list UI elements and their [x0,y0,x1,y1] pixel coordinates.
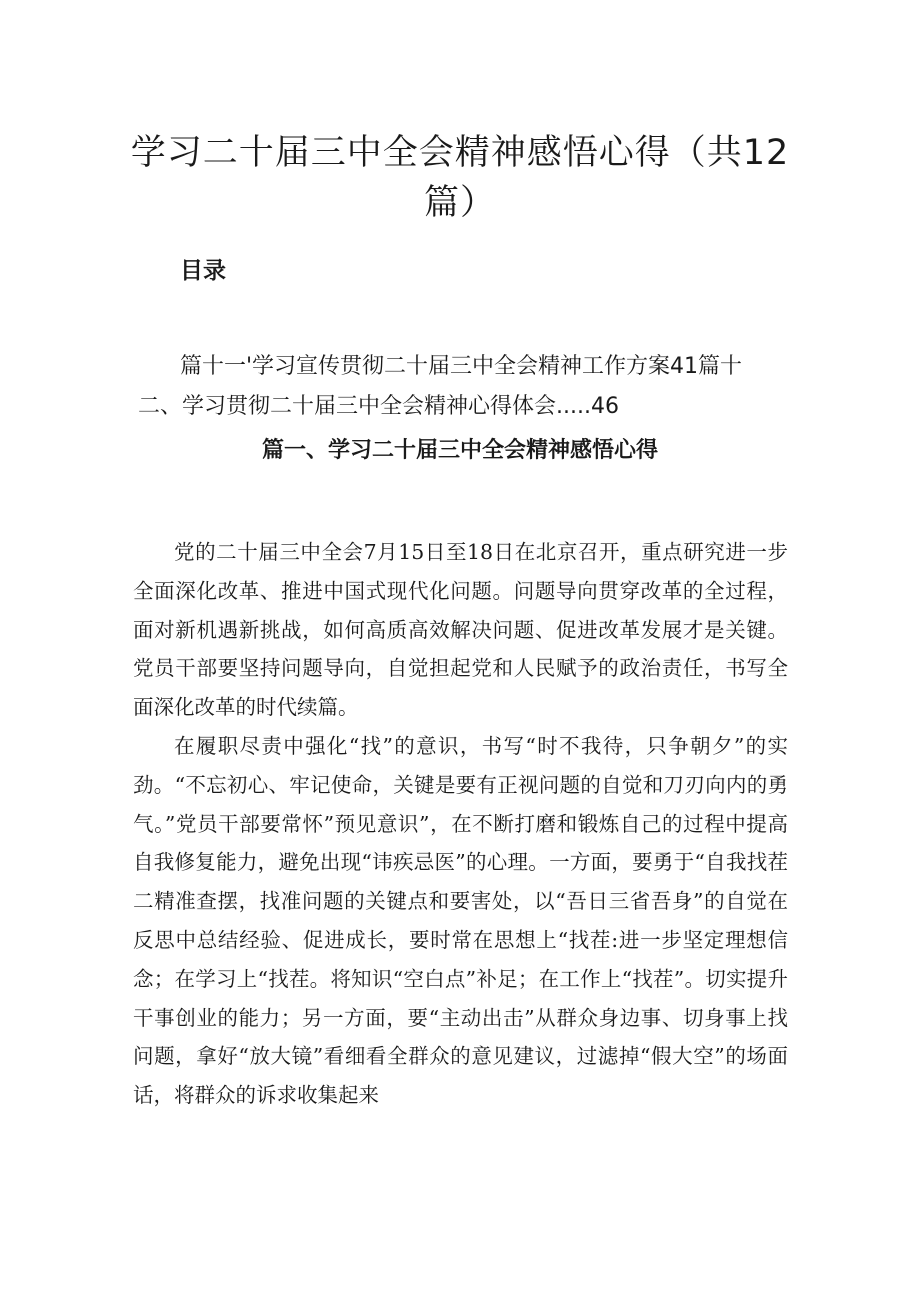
body-text [133,533,788,1115]
document-title [130,128,790,228]
table-of-contents [138,347,780,427]
paragraph: 党的二十届三中全会7月15日至18日在北京召开，重点研究进一步全面深化改革、推进中国式现代化问题。问题导向贯穿改革的全过程，面对新机遇新挑战，如何高质高效解决问题、促进改革发展才是关键。党员干部要坚持问题导向，自觉担起党和人民赋予的政治责任，书写全面深化改革的时代续篇。 [133,540,788,720]
title-line-1: 学习二十届三中全会精神感悟心得（共12 [130,133,790,173]
section-heading: 篇一、学习二十届三中全会精神感悟心得 [261,438,658,463]
toc-heading: 目录 [180,258,226,284]
toc-line: 二、学习贯彻二十届三中全会精神心得体会.....46 [138,394,619,419]
toc-line: 篇十一'学习宣传贯彻二十届三中全会精神工作方案41篇十 [180,354,743,379]
paragraph: 在履职尽责中强化“找”的意识，书写“时不我待，只争朝夕”的实劲。“不忘初心、牢记使命，关键是要有正视问题的自觉和刀刃向内的勇气。”党员干部要常怀”预见意识”，在不断打磨和锻炼自己的过程中提高自我修复能力，避免出现“讳疾忌医”的心理。一方面，要勇于“自我找茬二精准查摆，找准问题的关键点和要害处，以“吾日三省吾身”的自觉在反思中总结经验、促进成长，要时常在思想上“找茬:进一步坚定理想信念；在学习上“找茬。将知识“空白点”补足；在工作上“找茬”。切实提升干事创业的能力；另一方面，要“主动出击”从群众身边事、切身事上找问题，拿好“放大镜”看细看全群众的意见建议，过滤掉“假大空”的场面话，将群众的诉求收集起来 [133,733,788,1108]
title-line-2: 篇） [423,183,496,223]
